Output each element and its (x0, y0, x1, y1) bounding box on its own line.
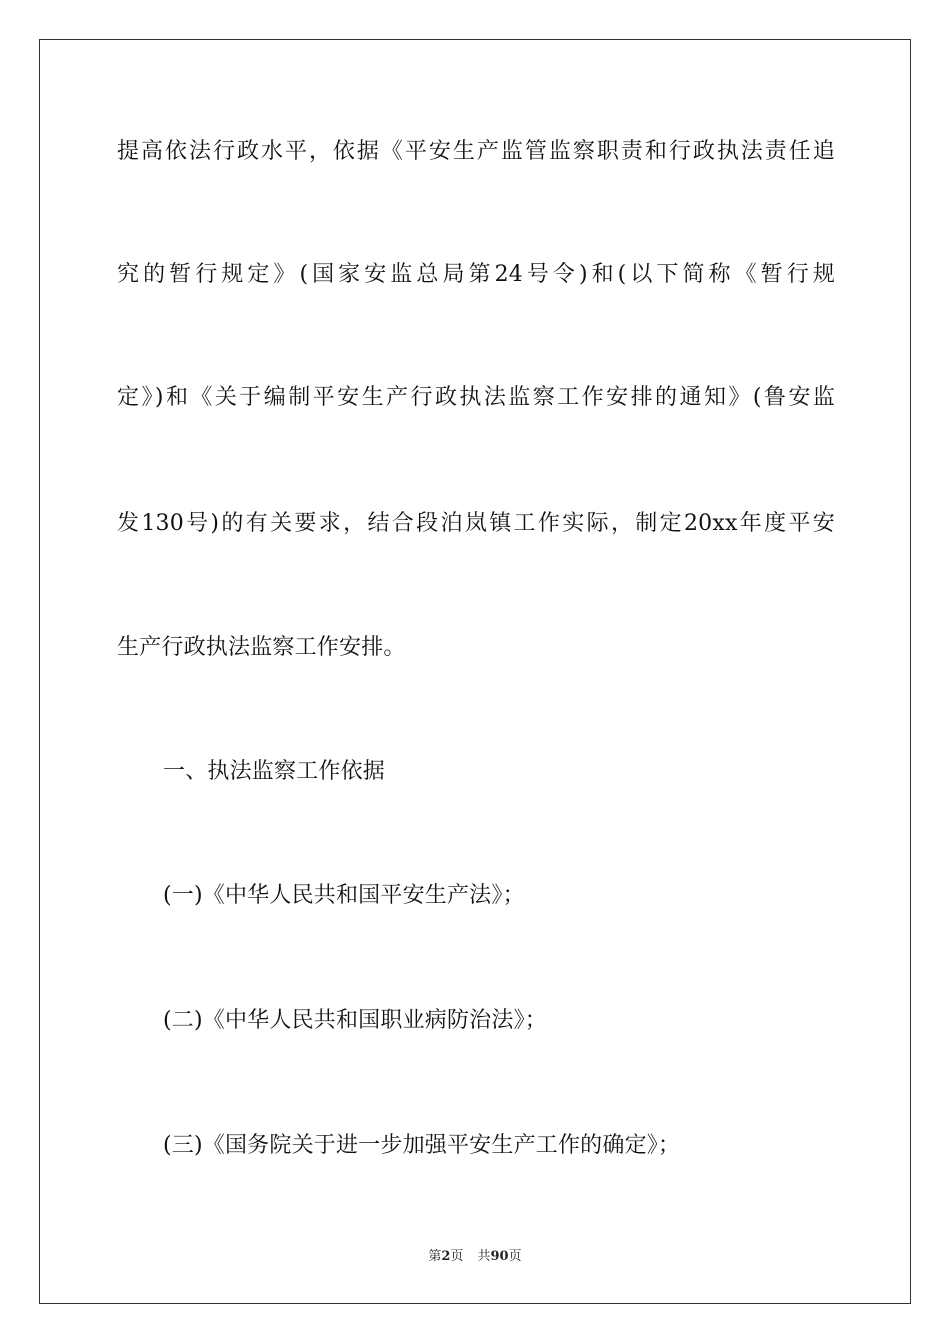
footer-total-prefix: 共 (477, 1249, 491, 1264)
paragraph-line-1: 提高依法行政水平，依据《平安生产监管监察职责和行政执法责任追 (117, 139, 835, 164)
paragraph-line-2: 究的暂行规定》(国家安监总局第24号令)和(以下简称《暂行规 (117, 262, 835, 287)
footer-page-prefix: 第 (428, 1249, 442, 1264)
list-item: (三)《国务院关于进一步加强平安生产工作的确定》； (163, 1133, 681, 1158)
page-border (39, 39, 911, 1304)
footer-page-suffix: 页 (450, 1249, 464, 1264)
footer-page-number: 2 (441, 1249, 451, 1264)
paragraph-line-4: 发130号)的有关要求，结合段泊岚镇工作实际，制定20xx年度平安 (117, 511, 835, 536)
page-footer (0, 1249, 950, 1265)
paragraph-line-5: 生产行政执法监察工作安排。 (117, 635, 406, 660)
paragraph-line-3: 定》)和《关于编制平安生产行政执法监察工作安排的通知》(鲁安监 (117, 385, 835, 410)
list-item: (一)《中华人民共和国平安生产法》； (163, 883, 525, 908)
footer-total-suffix: 页 (508, 1249, 522, 1264)
section-heading: 一、执法监察工作依据 (163, 759, 386, 784)
footer-total-pages: 90 (490, 1249, 509, 1264)
list-item: (二)《中华人民共和国职业病防治法》； (163, 1008, 547, 1033)
